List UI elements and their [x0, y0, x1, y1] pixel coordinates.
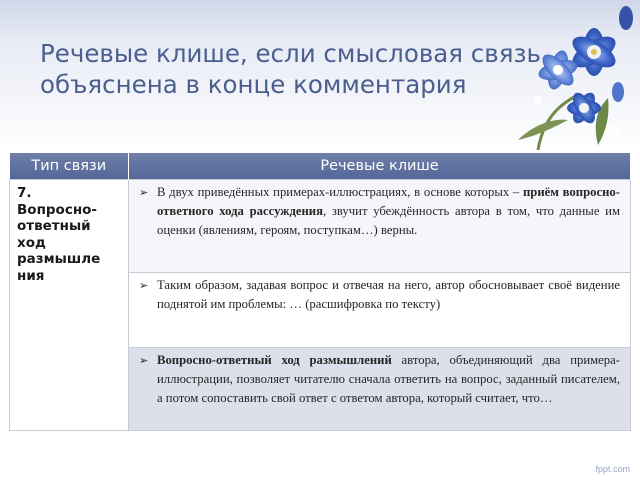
list-item	[139, 183, 620, 240]
list-item	[139, 276, 620, 314]
arrow-bullet-icon: ➢	[139, 354, 149, 367]
cliche-cell	[129, 180, 631, 273]
cliche-lead: В двух приведённых примерах-иллюстрациях, в основе которых –	[157, 185, 523, 199]
table-header-row	[10, 153, 631, 180]
type-line: 7.	[17, 185, 32, 201]
list-item	[139, 351, 620, 408]
table-row	[10, 180, 631, 273]
cliche-text	[157, 351, 620, 408]
cliche-bold: приём вопросно-ответного хода рассуждения	[157, 185, 620, 218]
cliche-table	[9, 153, 631, 431]
type-line: ния	[17, 267, 45, 284]
cliche-tail: автора, объединяющий два примера-иллюстрации, позволяет читателю сначала ответить на вопрос, заданный писателем, а потом сопоставить свой ответ с ответом автора, который считает, что…	[157, 353, 620, 405]
cliche-text: Таким образом, задавая вопрос и отвечая на него, автор обосновывает своё видение поднятой им проблемы: … (расшифровка по тексту)	[157, 278, 620, 311]
cliche-tail: , звучит убеждённость автора в том, что данные им оценки (явлениям, героям, поступкам…) верны.	[157, 204, 620, 237]
header-type: Тип связи	[10, 153, 129, 180]
type-cell	[10, 180, 129, 431]
arrow-bullet-icon: ➢	[139, 186, 149, 199]
arrow-bullet-icon: ➢	[139, 279, 149, 292]
cliche-bold: Вопросно-ответный ход размышлений	[157, 353, 392, 367]
blue-flowers-icon	[498, 0, 640, 150]
type-line: ответный	[17, 218, 91, 234]
watermark[interactable]: fppt.com	[595, 464, 630, 474]
header-cliches: Речевые клише	[129, 153, 631, 180]
cliche-cell	[129, 273, 631, 348]
cliche-text	[157, 183, 620, 240]
slide-title	[40, 38, 560, 100]
type-line: Вопросно-	[17, 201, 98, 218]
title-line-2: объяснена в конце комментария	[40, 70, 467, 99]
type-line: ход	[17, 234, 46, 251]
cliche-cell	[129, 348, 631, 431]
title-line-1: Речевые клише, если смысловая связь	[40, 39, 541, 68]
type-line: размышле	[17, 251, 101, 267]
